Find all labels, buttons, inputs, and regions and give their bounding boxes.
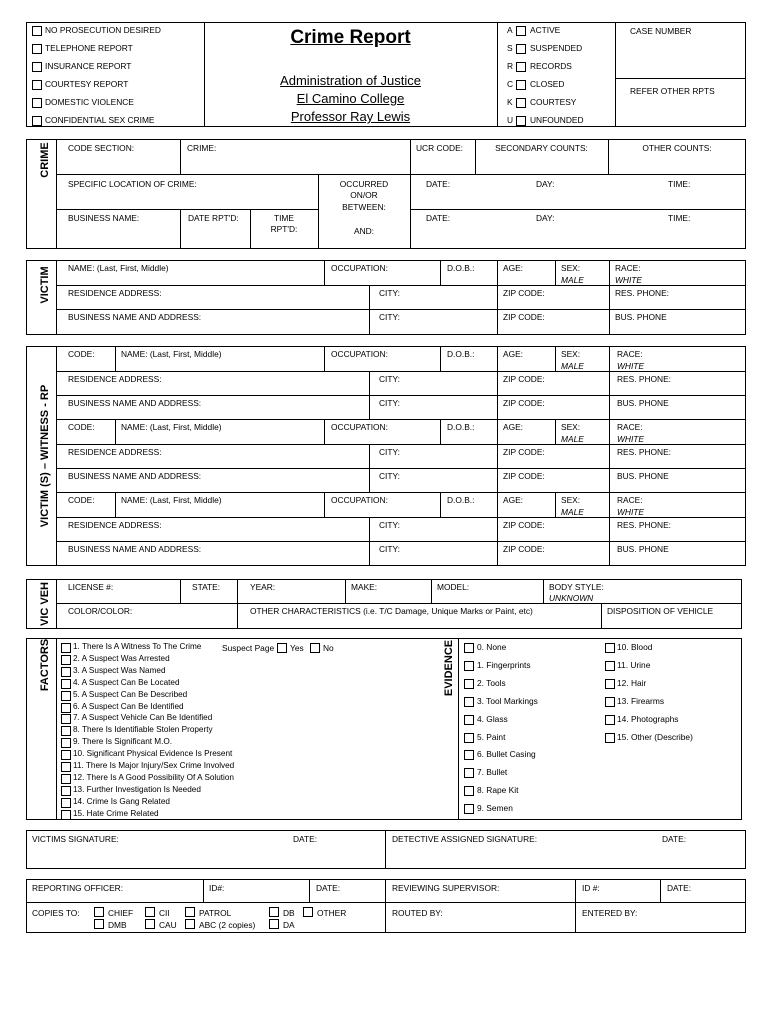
witness-sex-value: MALE bbox=[561, 434, 584, 444]
status-checkbox[interactable] bbox=[516, 98, 526, 108]
body-style-value: UNKNOWN bbox=[549, 593, 594, 603]
evidence-item-label: 13. Firearms bbox=[617, 695, 665, 706]
status-code-letter: R bbox=[507, 61, 514, 71]
body-style-label: BODY STYLE: bbox=[549, 582, 604, 592]
witness-sex-value: MALE bbox=[561, 361, 584, 371]
occurred-label: OCCURRED bbox=[339, 179, 389, 189]
witness-age-label: AGE: bbox=[503, 495, 524, 505]
column-line bbox=[440, 346, 441, 371]
row-line bbox=[56, 395, 746, 396]
evidence-item-label: 6. Bullet Casing bbox=[477, 749, 536, 760]
factor-item-label: 12. There Is A Good Possibility Of A Solution bbox=[73, 772, 234, 782]
witness-res-phone-label: RES. PHONE: bbox=[617, 520, 671, 530]
report-option-checkbox[interactable] bbox=[32, 62, 42, 72]
witness-sex-label: SEX: bbox=[561, 422, 581, 432]
evidence-checkbox[interactable] bbox=[605, 733, 615, 743]
witness-bus-phone-label: BUS. PHONE bbox=[617, 398, 669, 408]
factor-item-label: 9. There Is Significant M.O. bbox=[73, 737, 173, 747]
witness-name-label: NAME: (Last, First, Middle) bbox=[121, 495, 222, 505]
row-line bbox=[56, 541, 746, 542]
factor-item-label: 4. A Suspect Can Be Located bbox=[73, 677, 180, 687]
refer-other-label: REFER OTHER RPTS bbox=[630, 86, 715, 96]
factor-item-label: 3. A Suspect Was Named bbox=[73, 665, 166, 675]
column-line bbox=[369, 444, 370, 492]
day-label-1: DAY: bbox=[536, 179, 555, 189]
subtitle-line-3: Professor Ray Lewis bbox=[290, 109, 411, 124]
evidence-item-label: 1. Fingerprints bbox=[477, 659, 531, 670]
witness-zip-label: ZIP CODE: bbox=[503, 520, 545, 530]
entered-by-label: ENTERED BY: bbox=[582, 908, 638, 918]
other-characteristics-label: OTHER CHARACTERISTICS (i.e. T/C Damage, Unique Marks or Paint, etc) bbox=[250, 606, 533, 616]
vehicle-section bbox=[26, 579, 742, 629]
victim-residence-label: RESIDENCE ADDRESS: bbox=[68, 288, 162, 298]
status-label: ACTIVE bbox=[530, 25, 561, 35]
evidence-checkbox[interactable] bbox=[464, 643, 474, 653]
row-line bbox=[56, 371, 746, 372]
witness-city-label: CITY: bbox=[379, 447, 400, 457]
factor-item-label: 6. A Suspect Can Be Identified bbox=[73, 701, 184, 711]
victim-sex-label: SEX: bbox=[561, 263, 581, 273]
copy-db-checkbox[interactable] bbox=[269, 907, 279, 917]
column-line bbox=[497, 346, 498, 419]
factor-checkbox[interactable] bbox=[61, 810, 71, 820]
witness-dob-label: D.O.B.: bbox=[447, 422, 475, 432]
make-label: MAKE: bbox=[351, 582, 378, 592]
column-line bbox=[609, 492, 610, 565]
day-label-2: DAY: bbox=[536, 213, 555, 223]
victim-signature-label: VICTIMS SIGNATURE: bbox=[32, 834, 119, 844]
evidence-checkbox[interactable] bbox=[464, 733, 474, 743]
column-line bbox=[555, 419, 556, 444]
victim-name-label: NAME: (Last, First, Middle) bbox=[68, 263, 169, 273]
witness-bus-phone-label: BUS. PHONE bbox=[617, 471, 669, 481]
witness-side-label: VICTIM (S) – WITNESS - RP bbox=[39, 384, 51, 528]
witness-residence-label: RESIDENCE ADDRESS: bbox=[68, 374, 162, 384]
witness-zip-label: ZIP CODE: bbox=[503, 447, 545, 457]
copy-da-label: DA bbox=[283, 920, 295, 930]
evidence-item-label: 3. Tool Markings bbox=[477, 695, 538, 706]
evidence-checkbox[interactable] bbox=[605, 679, 615, 689]
report-option-label: INSURANCE REPORT bbox=[45, 61, 132, 71]
copy-patrol-label: PATROL bbox=[199, 908, 232, 918]
factor-item-label: 11. There Is Major Injury/Sex Crime Involved bbox=[73, 761, 235, 770]
row-line bbox=[56, 468, 746, 469]
witness-business-label: BUSINESS NAME AND ADDRESS: bbox=[68, 471, 202, 481]
supervisor-date-label: DATE: bbox=[667, 883, 692, 893]
time-label-2: TIME: bbox=[668, 213, 691, 223]
witness-race-label: RACE: bbox=[617, 422, 643, 432]
case-number-label: CASE NUMBER bbox=[630, 26, 692, 36]
witness-race-label: RACE: bbox=[617, 495, 643, 505]
subtitle-block bbox=[204, 72, 497, 126]
witness-race-value: WHITE bbox=[617, 507, 644, 517]
witness-sex-label: SEX: bbox=[561, 349, 581, 359]
column-line bbox=[555, 492, 556, 517]
officer-date-label: DATE: bbox=[316, 883, 341, 893]
column-line bbox=[324, 492, 325, 517]
on-or-label: ON/OR bbox=[350, 190, 378, 200]
copy-chief-checkbox[interactable] bbox=[94, 907, 104, 917]
suspect-page-label: Suspect Page bbox=[222, 643, 275, 653]
factor-checkbox[interactable] bbox=[61, 667, 71, 677]
evidence-checkbox[interactable] bbox=[605, 643, 615, 653]
victim-side-label: VICTIM bbox=[39, 266, 51, 304]
report-option-label: DOMESTIC VIOLENCE bbox=[45, 97, 134, 107]
column-line bbox=[115, 492, 116, 517]
row-line bbox=[56, 517, 746, 518]
secondary-counts-label: SECONDARY COUNTS: bbox=[495, 143, 588, 153]
factor-checkbox[interactable] bbox=[61, 679, 71, 689]
witness-business-label: BUSINESS NAME AND ADDRESS: bbox=[68, 398, 202, 408]
copy-cau-checkbox[interactable] bbox=[145, 919, 155, 929]
evidence-item-label: 10. Blood bbox=[617, 642, 653, 652]
witness-zip-label: ZIP CODE: bbox=[503, 471, 545, 481]
status-code-letter: U bbox=[507, 115, 514, 125]
witness-age-label: AGE: bbox=[503, 422, 524, 432]
business-name-label: BUSINESS NAME: bbox=[68, 213, 140, 223]
evidence-checkbox[interactable] bbox=[464, 750, 474, 760]
witness-city-label: CITY: bbox=[379, 471, 400, 481]
factor-checkbox[interactable] bbox=[61, 798, 71, 808]
status-code-letter: A bbox=[507, 25, 513, 35]
victim-dob-label: D.O.B.: bbox=[447, 263, 475, 273]
location-label: SPECIFIC LOCATION OF CRIME: bbox=[68, 179, 197, 189]
copy-abc-label: ABC (2 copies) bbox=[199, 920, 256, 930]
witness-zip-label: ZIP CODE: bbox=[503, 398, 545, 408]
copy-da-checkbox[interactable] bbox=[269, 919, 279, 929]
witness-dob-label: D.O.B.: bbox=[447, 495, 475, 505]
report-option-checkbox[interactable] bbox=[32, 26, 42, 36]
evidence-item-label: 4. Glass bbox=[477, 713, 508, 724]
witness-city-label: CITY: bbox=[379, 544, 400, 554]
copy-cau-label: CAU bbox=[159, 920, 177, 930]
victim-zip-label-2: ZIP CODE: bbox=[503, 312, 545, 322]
time-rptd-label-1: TIME bbox=[273, 213, 294, 223]
report-option-checkbox[interactable] bbox=[32, 98, 42, 108]
victim-signature-date-label: DATE: bbox=[293, 834, 318, 844]
status-code-letter: C bbox=[507, 79, 514, 89]
copy-dmb-checkbox[interactable] bbox=[94, 919, 104, 929]
report-option-checkbox[interactable] bbox=[32, 116, 42, 126]
victim-city-label-2: CITY: bbox=[379, 312, 400, 322]
evidence-checkbox[interactable] bbox=[605, 661, 615, 671]
evidence-checkbox[interactable] bbox=[464, 768, 474, 778]
page-title: Crime Report bbox=[290, 27, 411, 48]
victim-zip-label: ZIP CODE: bbox=[503, 288, 545, 298]
column-line bbox=[369, 371, 370, 419]
model-label: MODEL: bbox=[437, 582, 470, 592]
victim-res-phone-label: RES. PHONE: bbox=[615, 288, 669, 298]
status-code-letter: S bbox=[507, 43, 513, 53]
license-label: LICENSE #: bbox=[68, 582, 114, 592]
detective-signature-date-label: DATE: bbox=[662, 834, 687, 844]
evidence-item-label: 15. Other (Describe) bbox=[617, 731, 693, 742]
witness-city-label: CITY: bbox=[379, 398, 400, 408]
victim-bus-phone-label: BUS. PHONE bbox=[615, 312, 667, 322]
factor-item-label: 2. A Suspect Was Arrested bbox=[73, 653, 170, 663]
victim-business-label: BUSINESS NAME AND ADDRESS: bbox=[68, 312, 202, 322]
date-label-1: DATE: bbox=[426, 179, 451, 189]
suspect-page-no-label: No bbox=[323, 643, 334, 653]
report-option-label: TELEPHONE REPORT bbox=[45, 43, 133, 53]
witness-zip-label: ZIP CODE: bbox=[503, 544, 545, 554]
report-option-checkbox[interactable] bbox=[32, 80, 42, 90]
witness-code-label: CODE: bbox=[68, 349, 95, 359]
evidence-checkbox[interactable] bbox=[464, 697, 474, 707]
time-rptd-label-2: RPT'D: bbox=[270, 224, 298, 234]
status-checkbox[interactable] bbox=[516, 44, 526, 54]
row-line bbox=[56, 444, 746, 445]
witness-name-label: NAME: (Last, First, Middle) bbox=[121, 349, 222, 359]
evidence-checkbox[interactable] bbox=[464, 786, 474, 796]
factor-item-label: 14. Crime Is Gang Related bbox=[73, 796, 170, 806]
reviewing-supervisor-label: REVIEWING SUPERVISOR: bbox=[392, 883, 500, 893]
report-option-label: NO PROSECUTION DESIRED bbox=[45, 25, 161, 35]
factor-checkbox[interactable] bbox=[61, 691, 71, 701]
status-checkbox[interactable] bbox=[516, 26, 526, 36]
factor-item-label: 10. Significant Physical Evidence Is Present bbox=[73, 749, 233, 759]
witness-res-phone-label: RES. PHONE: bbox=[617, 374, 671, 384]
victim-race-value: WHITE bbox=[615, 275, 642, 285]
copy-other-checkbox[interactable] bbox=[303, 907, 313, 917]
witness-city-label: CITY: bbox=[379, 374, 400, 384]
victim-city-label: CITY: bbox=[379, 288, 400, 298]
evidence-checkbox[interactable] bbox=[464, 679, 474, 689]
witness-occupation-label: OCCUPATION: bbox=[331, 349, 388, 359]
witness-residence-label: RESIDENCE ADDRESS: bbox=[68, 520, 162, 530]
witness-sex-value: MALE bbox=[561, 507, 584, 517]
factor-item-label: 15. Hate Crime Related bbox=[73, 808, 159, 818]
report-option-checkbox[interactable] bbox=[32, 44, 42, 54]
routed-by-label: ROUTED BY: bbox=[392, 908, 443, 918]
time-label-1: TIME: bbox=[668, 179, 691, 189]
witness-age-label: AGE: bbox=[503, 349, 524, 359]
witness-dob-label: D.O.B.: bbox=[447, 349, 475, 359]
column-line bbox=[609, 419, 610, 492]
factor-checkbox[interactable] bbox=[61, 762, 71, 772]
witness-block-divider bbox=[56, 492, 746, 493]
between-label: BETWEEN: bbox=[342, 202, 386, 212]
witness-occupation-label: OCCUPATION: bbox=[331, 422, 388, 432]
column-line bbox=[115, 419, 116, 444]
evidence-side-label: EVIDENCE bbox=[443, 639, 455, 697]
copy-db-label: DB bbox=[283, 908, 295, 918]
evidence-item-label: 0. None bbox=[477, 642, 507, 652]
footer-section bbox=[26, 879, 746, 933]
crime-label: CRIME: bbox=[187, 143, 217, 153]
status-label: COURTESY bbox=[530, 97, 577, 107]
evidence-item-label: 7. Bullet bbox=[477, 767, 508, 778]
witness-name-label: NAME: (Last, First, Middle) bbox=[121, 422, 222, 432]
evidence-item-label: 9. Semen bbox=[477, 803, 513, 814]
evidence-checkbox[interactable] bbox=[464, 804, 474, 814]
evidence-item-label: 8. Rape Kit bbox=[477, 785, 519, 796]
reporting-officer-label: REPORTING OFFICER: bbox=[32, 883, 124, 893]
copy-dmb-label: DMB bbox=[108, 920, 127, 930]
factor-item-label: 5. A Suspect Can Be Described bbox=[73, 689, 188, 699]
detective-signature-label: DETECTIVE ASSIGNED SIGNATURE: bbox=[392, 834, 538, 844]
witness-residence-label: RESIDENCE ADDRESS: bbox=[68, 447, 162, 457]
column-line bbox=[440, 492, 441, 517]
supervisor-id-label: ID #: bbox=[582, 883, 600, 893]
evidence-item-label: 12. Hair bbox=[617, 677, 647, 688]
evidence-checkbox[interactable] bbox=[464, 661, 474, 671]
crime-side-label: CRIME bbox=[39, 142, 51, 178]
report-option-label: CONFIDENTIAL SEX CRIME bbox=[45, 115, 155, 125]
factors-side-label: FACTORS bbox=[39, 638, 51, 692]
factor-checkbox[interactable] bbox=[61, 726, 71, 736]
evidence-checkbox[interactable] bbox=[464, 715, 474, 725]
victim-occupation-label: OCCUPATION: bbox=[331, 263, 388, 273]
witness-block-divider bbox=[56, 419, 746, 420]
column-line bbox=[497, 419, 498, 492]
date-label-2: DATE: bbox=[426, 213, 451, 223]
victim-race-label: RACE: bbox=[615, 263, 641, 273]
column-line bbox=[369, 517, 370, 565]
copy-cii-label: CII bbox=[159, 908, 170, 918]
witness-race-value: WHITE bbox=[617, 434, 644, 444]
column-line bbox=[555, 346, 556, 371]
factor-checkbox[interactable] bbox=[61, 750, 71, 760]
factor-checkbox[interactable] bbox=[61, 774, 71, 784]
victim-age-label: AGE: bbox=[503, 263, 524, 273]
witness-code-label: CODE: bbox=[68, 495, 95, 505]
witness-zip-label: ZIP CODE: bbox=[503, 374, 545, 384]
witness-business-label: BUSINESS NAME AND ADDRESS: bbox=[68, 544, 202, 554]
suspect-page-yes-label: Yes bbox=[290, 643, 304, 653]
subtitle-line-2: El Camino College bbox=[296, 91, 405, 106]
copy-patrol-checkbox[interactable] bbox=[185, 907, 195, 917]
officer-id-label: ID#: bbox=[209, 883, 225, 893]
copy-other-label: OTHER bbox=[317, 908, 347, 918]
suspect-page-no-checkbox[interactable] bbox=[310, 643, 320, 653]
year-label: YEAR: bbox=[250, 582, 276, 592]
witness-code-label: CODE: bbox=[68, 422, 95, 432]
copy-chief-label: CHIEF bbox=[108, 908, 134, 918]
suspect-page-yes-checkbox[interactable] bbox=[277, 643, 287, 653]
evidence-checkbox[interactable] bbox=[605, 697, 615, 707]
evidence-checkbox[interactable] bbox=[605, 715, 615, 725]
witness-race-label: RACE: bbox=[617, 349, 643, 359]
state-label: STATE: bbox=[192, 582, 221, 592]
column-line bbox=[324, 346, 325, 371]
witness-bus-phone-label: BUS. PHONE bbox=[617, 544, 669, 554]
report-option-label: COURTESY REPORT bbox=[45, 79, 129, 89]
status-label: SUSPENDED bbox=[530, 43, 583, 53]
witness-res-phone-label: RES. PHONE: bbox=[617, 447, 671, 457]
other-counts-label: OTHER COUNTS: bbox=[642, 143, 712, 153]
column-line bbox=[609, 346, 610, 419]
evidence-item-label: 5. Paint bbox=[477, 731, 506, 742]
status-checkbox[interactable] bbox=[516, 116, 526, 126]
factor-item-label: 1. There Is A Witness To The Crime bbox=[73, 642, 202, 651]
status-label: UNFOUNDED bbox=[530, 115, 584, 125]
signature-section bbox=[26, 830, 746, 869]
column-line bbox=[115, 346, 116, 371]
status-checkbox[interactable] bbox=[516, 62, 526, 72]
status-code-letter: K bbox=[507, 97, 513, 107]
disposition-label: DISPOSITION OF VEHICLE bbox=[607, 606, 714, 616]
copies-to-label: COPIES TO: bbox=[32, 908, 80, 918]
victim-sex-value: MALE bbox=[561, 275, 584, 285]
evidence-item-label: 11. Urine bbox=[617, 659, 651, 670]
factor-checkbox[interactable] bbox=[61, 786, 71, 796]
code-section-label: CODE SECTION: bbox=[68, 143, 135, 153]
factor-item-label: 13. Further Investigation Is Needed bbox=[73, 784, 201, 794]
ucr-code-label: UCR CODE: bbox=[416, 143, 463, 153]
witness-race-value: WHITE bbox=[617, 361, 644, 371]
factor-checkbox[interactable] bbox=[61, 738, 71, 748]
witness-sex-label: SEX: bbox=[561, 495, 581, 505]
subtitle-line-1: Administration of Justice bbox=[280, 73, 421, 88]
witness-occupation-label: OCCUPATION: bbox=[331, 495, 388, 505]
status-label: RECORDS bbox=[530, 61, 572, 71]
status-checkbox[interactable] bbox=[516, 80, 526, 90]
factor-checkbox[interactable] bbox=[61, 643, 71, 653]
factor-item-label: 7. A Suspect Vehicle Can Be Identified bbox=[73, 713, 213, 723]
status-label: CLOSED bbox=[530, 79, 565, 89]
column-line bbox=[497, 492, 498, 565]
evidence-item-label: 14. Photographs bbox=[617, 713, 679, 724]
factor-item-label: 8. There Is Identifiable Stolen Property bbox=[73, 725, 213, 735]
vehicle-side-label: VIC VEH bbox=[39, 581, 51, 627]
copy-cii-checkbox[interactable] bbox=[145, 907, 155, 917]
factor-checkbox[interactable] bbox=[61, 703, 71, 713]
column-line bbox=[440, 419, 441, 444]
factor-checkbox[interactable] bbox=[61, 655, 71, 665]
factor-checkbox[interactable] bbox=[61, 714, 71, 724]
and-label: AND: bbox=[353, 226, 374, 236]
date-rptd-label: DATE RPT'D: bbox=[188, 213, 239, 223]
color-label: COLOR/COLOR: bbox=[68, 606, 133, 616]
column-line bbox=[324, 419, 325, 444]
witness-city-label: CITY: bbox=[379, 520, 400, 530]
copy-abc-checkbox[interactable] bbox=[185, 919, 195, 929]
evidence-item-label: 2. Tools bbox=[477, 677, 506, 688]
